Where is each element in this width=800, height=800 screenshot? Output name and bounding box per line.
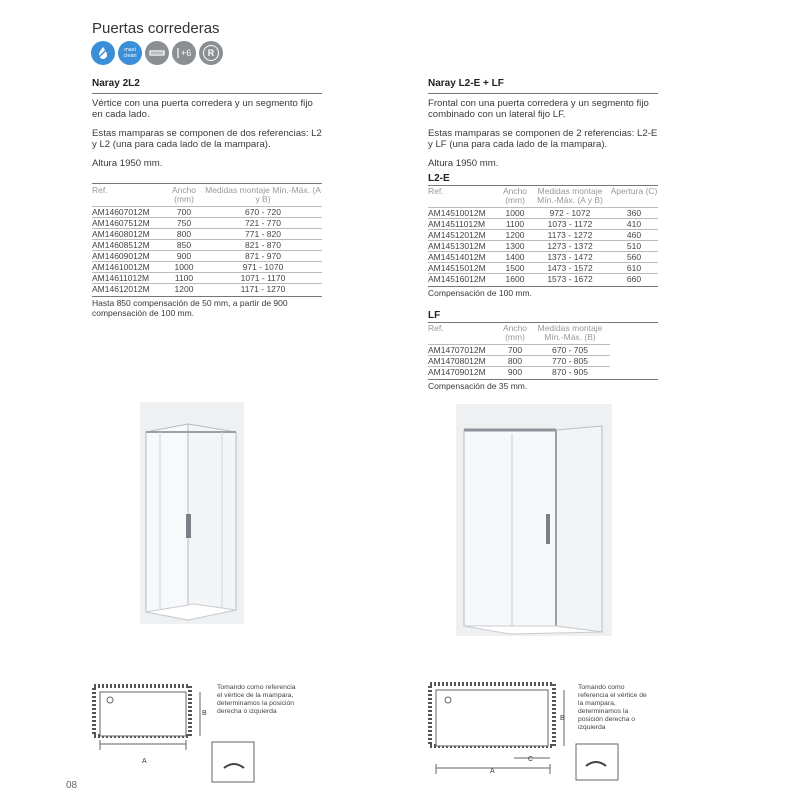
right-column <box>428 78 658 391</box>
lf-table <box>428 324 658 377</box>
left-table-cell: 800 <box>164 229 204 240</box>
lf-table-cell: AM14709012M <box>428 367 500 378</box>
left-table-cell: AM14607512M <box>92 218 164 229</box>
l2e-table-cell: AM14512012M <box>428 230 500 241</box>
left-table-header-ancho: Ancho (mm) <box>171 185 197 204</box>
right-plan-diagram <box>428 682 648 782</box>
maxi-clean-icon: maxi clean <box>118 41 142 65</box>
l2e-table-row <box>428 230 658 241</box>
l2e-table-cell: AM14515012M <box>428 263 500 274</box>
l2e-table-cell: 1400 <box>500 252 530 263</box>
left-table-row <box>92 218 322 229</box>
right-plan-text: Tomando como referencia el vértice de la mampara, determinamos la posición derecha o izquierda <box>578 684 647 731</box>
l2e-header-medidas: Medidas montaje Mín.-Máx. (A y B) <box>537 186 603 205</box>
right-heading: Naray L2-E + LF <box>428 78 658 94</box>
lf-note: Compensación de 35 mm. <box>428 379 658 391</box>
svg-text:+6: +6 <box>181 48 192 58</box>
l2e-table-cell: 360 <box>610 208 658 219</box>
left-column <box>92 78 322 318</box>
l2e-table-cell: 660 <box>610 274 658 285</box>
lf-table-cell: 900 <box>500 367 530 378</box>
l2e-table-cell: 1000 <box>500 208 530 219</box>
lf-header-ancho: Ancho (mm) <box>502 323 528 342</box>
left-plan-diagram <box>92 684 302 784</box>
l2e-table-row <box>428 241 658 252</box>
l2e-table-cell: 1173 - 1272 <box>530 230 610 241</box>
left-table-cell: 721 - 770 <box>204 218 322 229</box>
left-table-cell: AM14607012M <box>92 207 164 218</box>
adjust-6mm-icon <box>172 41 196 65</box>
page-title: Puertas correderas <box>92 20 220 37</box>
l2e-table-cell: 1300 <box>500 241 530 252</box>
left-table-cell: 1200 <box>164 284 204 295</box>
left-table-cell: 700 <box>164 207 204 218</box>
left-table-cell: 871 - 970 <box>204 251 322 262</box>
feature-icons <box>91 41 223 65</box>
left-table-cell: AM14608512M <box>92 240 164 251</box>
l2e-table-cell: AM14514012M <box>428 252 500 263</box>
lf-table-cell: 800 <box>500 356 530 367</box>
left-table-header-ref: Ref. <box>92 185 108 195</box>
left-table <box>92 186 322 294</box>
left-plan-label-a: A <box>142 758 147 765</box>
right-description: Frontal con una puerta corredera y un segmento fijo combinado con un lateral fijo LF. <box>428 98 649 120</box>
left-table-header-medidas: Medidas montaje Mín.-Máx. (A y B) <box>205 185 321 204</box>
left-table-row <box>92 240 322 251</box>
l2e-title: L2-E <box>428 173 658 186</box>
l2e-table-cell: 560 <box>610 252 658 263</box>
right-height-text: Altura 1950 mm. <box>428 158 499 169</box>
left-description: Vértice con una puerta corredera y un segmento fijo en cada lado. <box>92 98 313 120</box>
l2e-table <box>428 187 658 284</box>
left-table-row <box>92 251 322 262</box>
l2e-table-cell: 1473 - 1572 <box>530 263 610 274</box>
left-heading: Naray 2L2 <box>92 78 322 94</box>
l2e-note: Compensación de 100 mm. <box>428 286 658 298</box>
l2e-header-apertura: Apertura (C) <box>610 186 658 196</box>
l2e-table-row <box>428 263 658 274</box>
left-table-row <box>92 207 322 218</box>
lf-table-cell: 670 - 705 <box>530 345 610 356</box>
left-table-cell: 750 <box>164 218 204 229</box>
left-table-row <box>92 284 322 295</box>
left-table-cell: 670 - 720 <box>204 207 322 218</box>
left-refs-text: Estas mamparas se componen de dos referencias: L2 y L2 (una para cada lado de la mampara). <box>92 128 322 150</box>
left-table-cell: AM14609012M <box>92 251 164 262</box>
l2e-table-cell: AM14513012M <box>428 241 500 252</box>
lf-table-cell: 870 - 905 <box>530 367 610 378</box>
lf-header-medidas: Medidas montaje Mín.-Máx. (B) <box>537 323 603 342</box>
left-table-cell: 1071 - 1170 <box>204 273 322 284</box>
right-plan-label-b: B <box>560 715 565 722</box>
l2e-table-cell: 460 <box>610 230 658 241</box>
left-table-cell: 821 - 870 <box>204 240 322 251</box>
right-product-photo <box>456 404 612 636</box>
l2e-header-ref: Ref. <box>428 186 444 196</box>
left-table-row <box>92 262 322 273</box>
left-table-cell: 971 - 1070 <box>204 262 322 273</box>
left-plan-label-b: B <box>202 710 207 717</box>
left-height-text: Altura 1950 mm. <box>92 158 163 169</box>
left-table-cell: AM14611012M <box>92 273 164 284</box>
page-number: 08 <box>66 780 78 791</box>
l2e-table-row <box>428 274 658 285</box>
l2e-table-cell: 510 <box>610 241 658 252</box>
l2e-table-cell: AM14511012M <box>428 219 500 230</box>
l2e-table-cell: 1100 <box>500 219 530 230</box>
right-plan-label-a: A <box>490 768 495 775</box>
l2e-table-row <box>428 219 658 230</box>
lf-title: LF <box>428 310 658 323</box>
l2e-table-cell: AM14516012M <box>428 274 500 285</box>
l2e-table-row <box>428 208 658 219</box>
l2e-table-cell: 1273 - 1372 <box>530 241 610 252</box>
right-plan-label-c: C <box>528 756 534 763</box>
lf-table-cell: 700 <box>500 345 530 356</box>
left-table-cell: 1000 <box>164 262 204 273</box>
l2e-header-ancho: Ancho (mm) <box>502 186 528 205</box>
lf-table-cell: AM14708012M <box>428 356 500 367</box>
l2e-table-cell: 1073 - 1172 <box>530 219 610 230</box>
l2e-table-cell: 1500 <box>500 263 530 274</box>
left-table-cell: AM14610012M <box>92 262 164 273</box>
left-table-row <box>92 229 322 240</box>
drop-icon <box>91 41 115 65</box>
l2e-table-cell: 972 - 1072 <box>530 208 610 219</box>
lf-table-cell: 770 - 805 <box>530 356 610 367</box>
l2e-table-row <box>428 252 658 263</box>
left-product-photo <box>140 402 244 624</box>
left-note: Hasta 850 compensación de 50 mm, a partir de 900 compensación de 100 mm. <box>92 296 322 318</box>
l2e-table-cell: 1373 - 1472 <box>530 252 610 263</box>
left-table-row <box>92 273 322 284</box>
l2e-table-cell: 410 <box>610 219 658 230</box>
left-table-cell: 771 - 820 <box>204 229 322 240</box>
profile-icon <box>145 41 169 65</box>
left-table-cell: 900 <box>164 251 204 262</box>
left-table-cell: 1100 <box>164 273 204 284</box>
left-table-cell: AM14612012M <box>92 284 164 295</box>
left-table-cell: 1171 - 1270 <box>204 284 322 295</box>
l2e-table-cell: 1600 <box>500 274 530 285</box>
left-table-cell: 850 <box>164 240 204 251</box>
lf-table-row <box>428 356 658 367</box>
lf-table-cell: AM14707012M <box>428 345 500 356</box>
reversible-icon: R <box>199 41 223 65</box>
left-table-cell: AM14608012M <box>92 229 164 240</box>
l2e-table-cell: 1200 <box>500 230 530 241</box>
l2e-table-cell: AM14510012M <box>428 208 500 219</box>
l2e-table-cell: 1573 - 1672 <box>530 274 610 285</box>
lf-header-ref: Ref. <box>428 323 444 333</box>
left-plan-text: Tomando como referencia el vértice de la mampara, determinamos la posición derecha o izquierda <box>217 684 296 715</box>
lf-table-row <box>428 345 658 356</box>
lf-table-row <box>428 367 658 378</box>
right-refs-text: Estas mamparas se componen de 2 referencias: L2-E y LF (una para cada lado de la mampara). <box>428 128 658 150</box>
l2e-table-cell: 610 <box>610 263 658 274</box>
